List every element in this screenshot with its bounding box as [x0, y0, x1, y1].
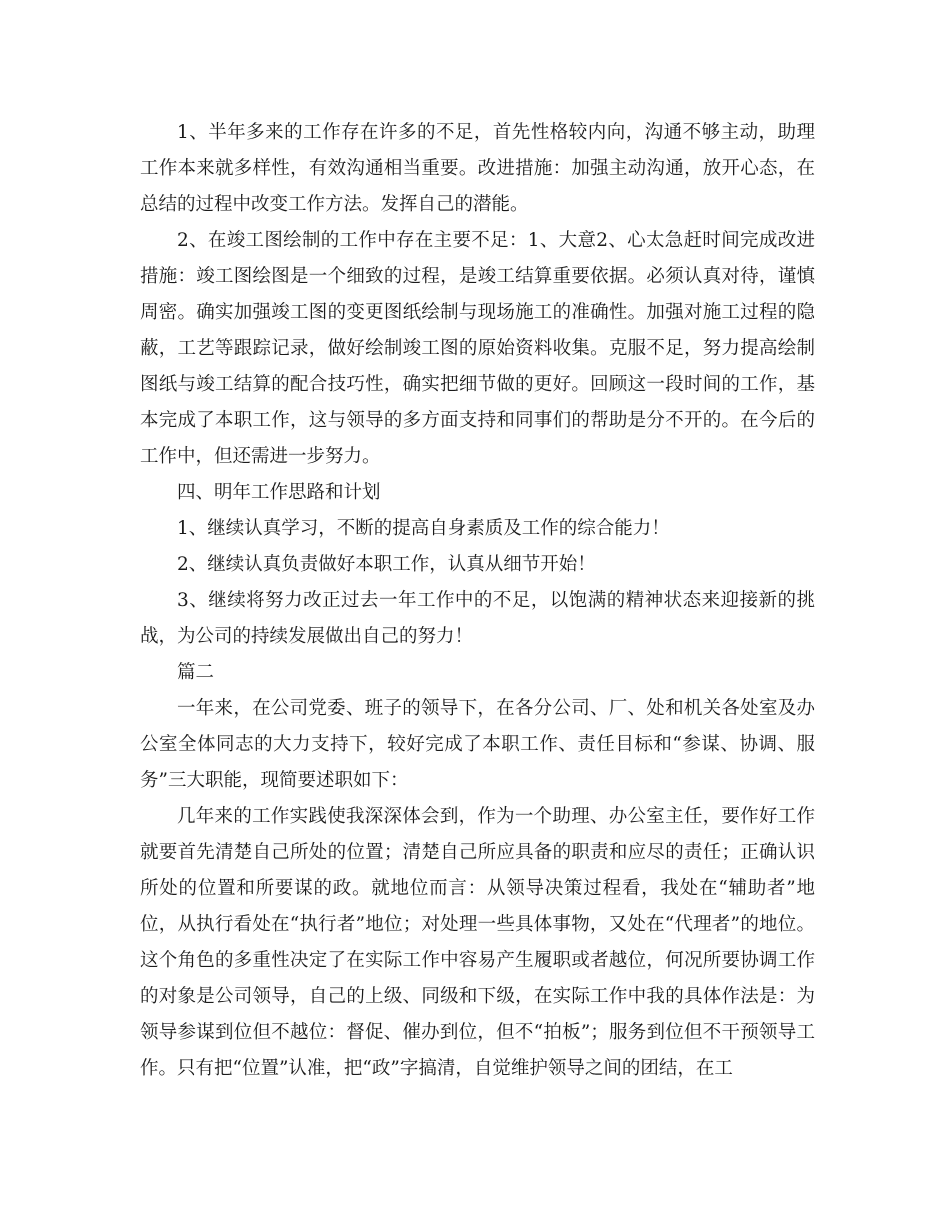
plan-item-3: 3、继续将努力改正过去一年工作中的不足，以饱满的精神状态来迎接新的挑战，为公司的持续发展做出自己的努力！: [140, 590, 815, 647]
paragraph-part-two-role: 几年来的工作实践使我深深体会到，作为一个助理、办公室主任，要作好工作就要首先清楚自己所处的位置；清楚自己所应具备的职责和应尽的责任；正确认识所处的位置和所要谋的政。就地位而言：从领导决策过程看，我处在“辅助者”地位，从执行看处在“执行者”地位；对处理一些具体事物，又处在“代理者”的地位。这个角色的多重性决定了在实际工作中容易产生履职或者越位，何况所要协调工作的对象是公司领导，自己的上级、同级和下级，在实际工作中我的具体作法是：为领导参谋到位但不越位：督促、催办到位，但不“拍板”；服务到位但不干预领导工作。只有把“位置”认准，把“政”字搞清，自觉维护领导之间的团结，在工: [140, 806, 815, 1079]
plan-item-1: 1、继续认真学习，不断的提高自身素质及工作的综合能力！: [177, 518, 670, 539]
plan-item-2: 2、继续认真负责做好本职工作，认真从细节开始！: [177, 554, 596, 575]
paragraph-part-two-intro: 一年来，在公司党委、班子的领导下，在各分公司、厂、处和机关各处室及办公室全体同志的大力支持下，较好完成了本职工作、责任目标和“参谋、协调、服务”三大职能，现简要述职如下：: [140, 698, 815, 791]
paragraph-improvement-drawings: 2、在竣工图绘制的工作中存在主要不足：1、大意2、心太急赶时间完成改进措施：竣工图绘图是一个细致的过程，是竣工结算重要依据。必须认真对待，谨慎周密。确实加强竣工图的变更图纸绘制与现场施工的准确性。加强对施工过程的隐蔽，工艺等跟踪记录，做好绘制竣工图的原始资料收集。克服不足，努力提高绘制图纸与竣工结算的配合技巧性，确实把细节做的更好。回顾这一段时间的工作，基本完成了本职工作，这与领导的多方面支持和同事们的帮助是分不开的。在今后的工作中，但还需进一步努力。: [140, 230, 815, 467]
paragraph-improvement-communication: 1、半年多来的工作存在许多的不足，首先性格较内向，沟通不够主动，助理工作本来就多样性，有效沟通相当重要。改进措施：加强主动沟通，放开心态，在总结的过程中改变工作方法。发挥自己的潜能。: [140, 122, 815, 215]
section-heading-next-year-plan: 四、明年工作思路和计划: [177, 482, 381, 503]
document-body: [140, 115, 815, 1087]
section-heading-part-two: 篇二: [177, 662, 215, 683]
